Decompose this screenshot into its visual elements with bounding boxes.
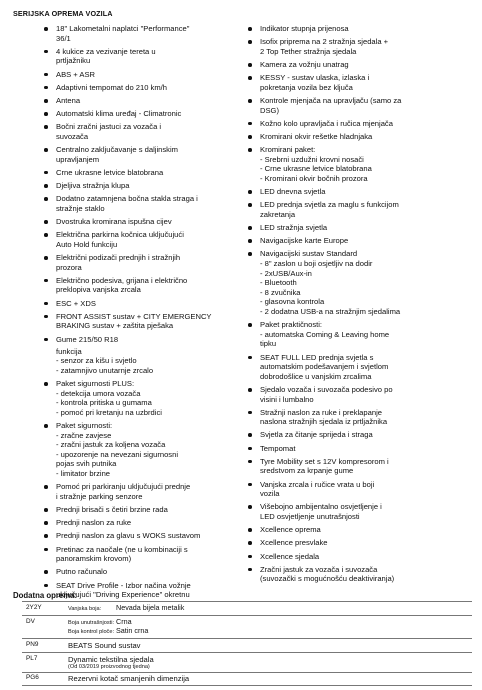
equipment-item: [248, 249, 438, 316]
option-code: 2Y2Y: [22, 602, 68, 616]
bullet-icon: [44, 534, 48, 538]
equipment-item-text: Paket sigurnosti PLUS:: [56, 379, 135, 389]
equipment-item: [44, 70, 216, 80]
option-description: [68, 639, 472, 653]
bullet-icon: [248, 541, 252, 545]
equipment-item-text: Kromirani okvir rešetke hladnjaka: [260, 131, 373, 141]
equipment-item-text: funkcija: [56, 346, 82, 356]
table-row: [22, 602, 472, 616]
equipment-item-text: Kožno kolo upravljača i ručica mjenjača: [260, 118, 393, 128]
bullet-icon: [44, 220, 48, 224]
bullet-icon: [248, 388, 252, 392]
equipment-item: [248, 408, 438, 427]
section-title: SERIJSKA OPREMA VOZILA: [13, 9, 113, 18]
equipment-item-text: Stražnji naslon za ruke i preklapanje: [260, 407, 382, 417]
option-name: Dynamic tekstilna sjedala: [68, 654, 154, 664]
equipment-item-text: LED osvjetljenje unutrašnjosti: [260, 512, 360, 521]
equipment-item: [248, 502, 438, 521]
bullet-icon: [44, 570, 48, 574]
equipment-item-text: Antena: [56, 95, 81, 105]
option-name: BEATS Sound sustav: [68, 641, 141, 650]
bullet-icon: [248, 122, 252, 126]
equipment-item: [44, 168, 216, 178]
bullet-icon: [44, 548, 48, 552]
equipment-item: [44, 505, 216, 515]
bullet-icon: [248, 135, 252, 139]
equipment-item: [44, 83, 216, 93]
equipment-item-text: pokretanja vozila bez ključa: [260, 82, 353, 92]
equipment-item: [44, 96, 216, 106]
bullet-icon: [248, 27, 252, 31]
equipment-item-text: Vanjska zrcala i ručice vrata u boji: [260, 479, 375, 489]
bullet-icon: [248, 411, 252, 415]
equipment-item: [248, 24, 438, 34]
option-description: [68, 672, 472, 686]
option-description: [68, 602, 472, 616]
equipment-item-text: i stražnje parking senzore: [56, 491, 143, 501]
equipment-item-text: BRAKING sustav + zaštita pješaka: [56, 321, 174, 331]
bullet-icon: [44, 27, 48, 31]
equipment-item: [248, 320, 438, 349]
equipment-item: [248, 96, 438, 115]
equipment-item: [44, 531, 216, 541]
bullet-icon: [44, 197, 48, 201]
equipment-item: [248, 457, 438, 476]
bullet-icon: [44, 86, 48, 90]
equipment-item-text: - automatska Coming & Leaving home: [260, 329, 390, 339]
equipment-item-text: 4 kukice za vezivanje tereta u: [56, 46, 156, 56]
equipment-item-text: Putno računalo: [56, 567, 108, 577]
equipment-item-text: Svjetla za čitanje sprijeda i straga: [260, 430, 373, 440]
equipment-item: [44, 276, 216, 295]
equipment-item: [248, 200, 438, 219]
bullet-icon: [44, 485, 48, 489]
equipment-item: [44, 47, 216, 66]
table-row: [22, 616, 472, 639]
equipment-item: [44, 230, 216, 249]
equipment-item-text: Navigacijske karte Europe: [260, 236, 349, 246]
optional-equipment-title: Dodatna oprema:: [13, 591, 78, 600]
equipment-item-text: tipku: [260, 339, 277, 349]
equipment-item-text: - zatamnjivo unutarnje zrcalo: [56, 365, 154, 375]
table-row: [22, 639, 472, 653]
equipment-item-text: prtljažniku: [56, 56, 91, 66]
equipment-item-text: - upozorenje na nevezani sigurnosni: [56, 449, 179, 459]
equipment-item-text: zakretanja: [260, 209, 296, 219]
equipment-item-text: Paket sigurnosti:: [56, 421, 113, 431]
equipment-item-text: naslona stražnjih sjedala iz prtljažnika: [260, 417, 388, 427]
equipment-item: [44, 335, 216, 345]
bullet-icon: [248, 483, 252, 487]
bullet-icon: [44, 382, 48, 386]
equipment-item-text: Paket praktičnosti:: [260, 320, 323, 330]
equipment-item-text: Dvostruka kromirana ispušna cijev: [56, 217, 172, 227]
equipment-item-text: ABS + ASR: [56, 69, 96, 79]
equipment-item-text: DSG): [260, 105, 279, 115]
equipment-item-text: Prednji naslon za ruke: [56, 518, 132, 528]
equipment-item-text: FRONT ASSIST sustav + CITY EMERGENCY: [56, 311, 212, 321]
equipment-item-text: Xcellence sjedala: [260, 551, 320, 561]
option-code: PL7: [22, 653, 68, 673]
equipment-item-text: Crne ukrasne letvice blatobrana: [56, 167, 164, 177]
bullet-icon: [248, 323, 252, 327]
optional-equipment-table: [22, 601, 472, 686]
bullet-icon: [248, 148, 252, 152]
equipment-item: [44, 122, 216, 141]
equipment-item: [248, 223, 438, 233]
option-code: DV: [22, 616, 68, 639]
equipment-item: [248, 565, 438, 584]
bullet-icon: [248, 447, 252, 451]
equipment-item-text: - Kromirani okvir bočnih prozora: [260, 173, 368, 183]
equipment-item: [44, 299, 216, 309]
equipment-item: [44, 109, 216, 119]
equipment-item: [248, 60, 438, 70]
equipment-item-text: Električna parkirna kočnica uključujući: [56, 230, 184, 240]
equipment-item: [248, 119, 438, 129]
bullet-icon: [248, 63, 252, 67]
equipment-item-text: Navigacijski sustav Standard: [260, 249, 358, 259]
bullet-icon: [248, 433, 252, 437]
bullet-icon: [44, 184, 48, 188]
bullet-icon: [248, 356, 252, 360]
bullet-icon: [248, 203, 252, 207]
equipment-item-text: Prednji brisači s četiri brzine rada: [56, 505, 168, 514]
option-note: (Od 03/2019 proizvodnog tjedna): [68, 663, 150, 670]
equipment-item-text: SEAT FULL LED prednja svjetla s: [260, 352, 374, 362]
bullet-icon: [44, 112, 48, 116]
equipment-item: [248, 132, 438, 142]
bullet-icon: [44, 148, 48, 152]
equipment-item: [248, 73, 438, 92]
bullet-icon: [248, 226, 252, 230]
equipment-item-text: SEAT Drive Profile - Izbor načina vožnje: [56, 580, 191, 590]
equipment-item-text: suvozača: [56, 131, 89, 141]
equipment-item-text: visini i lumbalno: [260, 394, 314, 404]
bullet-icon: [44, 424, 48, 428]
equipment-item: [44, 253, 216, 272]
equipment-item-text: Djeljiva stražnja klupa: [56, 181, 130, 191]
option-value: Crna: [116, 616, 132, 626]
bullet-icon: [44, 315, 48, 319]
option-label: Boja kontrol ploče:: [68, 629, 115, 635]
bullet-icon: [44, 521, 48, 525]
standard-equipment-left-column: [44, 24, 216, 603]
option-code: PG6: [22, 672, 68, 686]
equipment-item: [248, 353, 438, 382]
equipment-item-text: - Srebrni uzdužni krovni nosači: [260, 154, 364, 164]
option-name: Rezervni kotač smanjenih dimenzija: [68, 674, 190, 684]
equipment-item: [44, 217, 216, 227]
equipment-item-text: vozila: [260, 489, 280, 499]
equipment-item: [248, 552, 438, 562]
bullet-icon: [44, 256, 48, 260]
equipment-item-text: Kontrole mjenjača na upravljaču (samo za: [260, 95, 402, 105]
equipment-item: [248, 525, 438, 535]
bullet-icon: [44, 584, 48, 588]
equipment-item-text: - pomoć pri kretanju na uzbrdici: [56, 407, 162, 417]
bullet-icon: [248, 528, 252, 532]
option-value: Nevada bijela metalik: [116, 602, 185, 612]
equipment-item: [248, 385, 438, 404]
equipment-item-text: Sjedalo vozača i suvozača podesivo po: [260, 384, 393, 394]
bullet-icon: [248, 40, 252, 44]
equipment-item-text: panoramskim krovom): [56, 554, 132, 564]
option-description: [68, 616, 472, 639]
equipment-item-text: (suvozački s mogućnošću deaktiviranja): [260, 574, 395, 584]
option-code: PN9: [22, 639, 68, 653]
equipment-item-text: Adaptivni tempomat do 210 km/h: [56, 82, 168, 92]
equipment-item: [44, 421, 216, 479]
bullet-icon: [44, 508, 48, 512]
bullet-icon: [248, 190, 252, 194]
equipment-item-text: Isofix pripremа na 2 stražnja sjedala +: [260, 37, 389, 47]
table-row: [22, 672, 472, 686]
equipment-item-text: LED dnevna svjetla: [260, 187, 326, 197]
equipment-item-text: uključujući "Driving Experience" okretnu: [56, 590, 190, 600]
equipment-item-text: Xcellence presvlake: [260, 538, 328, 548]
equipment-item: [44, 545, 216, 564]
equipment-item: [44, 518, 216, 528]
bullet-icon: [44, 338, 48, 342]
equipment-item-text: pojas svih putnika: [56, 459, 117, 469]
equipment-item-text: Centralno zaključavanje s daljinskim: [56, 145, 178, 155]
bullet-icon: [44, 50, 48, 54]
equipment-item-text: ESC + XDS: [56, 298, 96, 308]
equipment-item-text: Kamera za vožnju unatrag: [260, 59, 349, 69]
bullet-icon: [44, 125, 48, 129]
equipment-item: [248, 145, 438, 183]
bullet-icon: [44, 302, 48, 306]
equipment-item-text: - zračni jastuk za koljena vozača: [56, 440, 166, 450]
equipment-item-text: Automatski klima uređaj - Climatronic: [56, 109, 182, 119]
equipment-item-text: Višebojno ambijentalno osvjetljenje i: [260, 502, 382, 512]
equipment-item-text: - glasovna kontrola: [260, 297, 325, 307]
equipment-item-text: - Bluetooth: [260, 278, 297, 288]
equipment-item: [44, 312, 216, 331]
bullet-icon: [248, 568, 252, 572]
equipment-item-text: Bočni zračni jastuci za vozača i: [56, 122, 162, 132]
equipment-item: [248, 37, 438, 56]
equipment-item-text: Električni podizači prednjih i stražnjih: [56, 253, 181, 262]
equipment-item-text: - 8 zvučnika: [260, 287, 301, 297]
bullet-icon: [248, 99, 252, 103]
bullet-icon: [44, 279, 48, 283]
option-label: Boja unutrašnjosti:: [68, 619, 115, 626]
equipment-item-text: dobrodošlice u vanjskim zrcalima: [260, 371, 372, 381]
equipment-item-text: 2 Top Tether stražnja sjedala: [260, 46, 357, 56]
equipment-item-text: 36/1: [56, 33, 71, 43]
equipment-item-text: upravljanjem: [56, 154, 100, 164]
equipment-item: [44, 181, 216, 191]
equipment-item-text: Auto Hold funkciju: [56, 239, 118, 249]
equipment-item-text: Tempomat: [260, 443, 296, 453]
equipment-item-text: Kromirani paket:: [260, 145, 316, 155]
equipment-item: [248, 236, 438, 246]
equipment-item-text: LED stražnja svjetla: [260, 223, 328, 233]
equipment-item-text: Pomoć pri parkiranju uključujući prednje: [56, 482, 191, 492]
equipment-item-text: - Crne ukrasne letvice blatobrana: [260, 164, 372, 174]
bullet-icon: [44, 73, 48, 77]
equipment-item: [44, 194, 216, 213]
bullet-icon: [248, 76, 252, 80]
equipment-item: [248, 480, 438, 499]
equipment-item-text: - detekcija umora vozača: [56, 388, 141, 398]
equipment-item-text: - 8" zaslon u boji osjetljiv na dodir: [260, 259, 373, 268]
equipment-item: [44, 567, 216, 577]
equipment-item: [248, 187, 438, 197]
equipment-item-text: KESSY - sustav ulaska, izlaska i: [260, 73, 370, 83]
equipment-item-text: Gume 215/50 R18: [56, 334, 119, 344]
equipment-item-text: stražnje staklo: [56, 203, 105, 213]
equipment-item-text: 18" Lakometalni naplatci "Performance": [56, 24, 190, 33]
equipment-item-text: Dodatno zatamnjena bočna stakla straga i: [56, 194, 198, 204]
bullet-icon: [44, 171, 48, 175]
bullet-icon: [248, 555, 252, 559]
standard-equipment-right-column: [248, 24, 438, 588]
equipment-item-text: Električno podesiva, grijana i električno: [56, 275, 188, 285]
option-label: Vanjska boja:: [68, 605, 102, 612]
equipment-item-text: Indikator stupnja prijenosa: [260, 24, 349, 33]
equipment-item-text: LED prednja svjetla za maglu s funkcijom: [260, 200, 399, 210]
equipment-item: [44, 24, 216, 43]
equipment-item: [44, 482, 216, 501]
bullet-icon: [44, 99, 48, 103]
equipment-item-text: Tyre Mobility set s 12V kompresorom i: [260, 456, 389, 466]
option-value: Satin crna: [116, 626, 149, 635]
equipment-item-text: Zračni jastuk za vozača i suvozača: [260, 564, 378, 574]
equipment-item: [248, 538, 438, 548]
equipment-item-text: Prednji naslon za glavu s WOKS sustavom: [56, 531, 201, 541]
equipment-item-text: automatskim podešavanjem i svjetlom: [260, 362, 389, 372]
equipment-item-text: - senzor za kišu i svjetlo: [56, 356, 137, 366]
option-description: [68, 653, 472, 673]
equipment-item-text: - kontrola pritiska u gumama: [56, 398, 152, 408]
bullet-icon: [248, 505, 252, 509]
equipment-item-text: prozora: [56, 262, 82, 272]
equipment-item-text: - limitator brzine: [56, 469, 111, 479]
equipment-item-text: - 2 dodatna USB-a na stražnjim sjedalima: [260, 306, 401, 316]
equipment-item: [44, 379, 216, 417]
bullet-icon: [248, 239, 252, 243]
equipment-item: [248, 444, 438, 454]
equipment-item: [44, 145, 216, 164]
equipment-item-text: - zračne zavjese: [56, 430, 112, 440]
equipment-item-text: Pretinac za naočale (ne u kombinaciji s: [56, 544, 188, 554]
equipment-item: [44, 347, 216, 376]
equipment-item-text: preklopiva vanjska zrcala: [56, 285, 141, 295]
equipment-item: [248, 430, 438, 440]
bullet-icon: [44, 233, 48, 237]
equipment-item-text: Xcellence oprema: [260, 525, 321, 535]
equipment-item-text: - 2xUSB/Aux-in: [260, 268, 312, 278]
bullet-icon: [248, 252, 252, 256]
bullet-icon: [248, 460, 252, 464]
equipment-item-text: sredstvom za krpanje gume: [260, 466, 354, 476]
table-row: [22, 653, 472, 673]
